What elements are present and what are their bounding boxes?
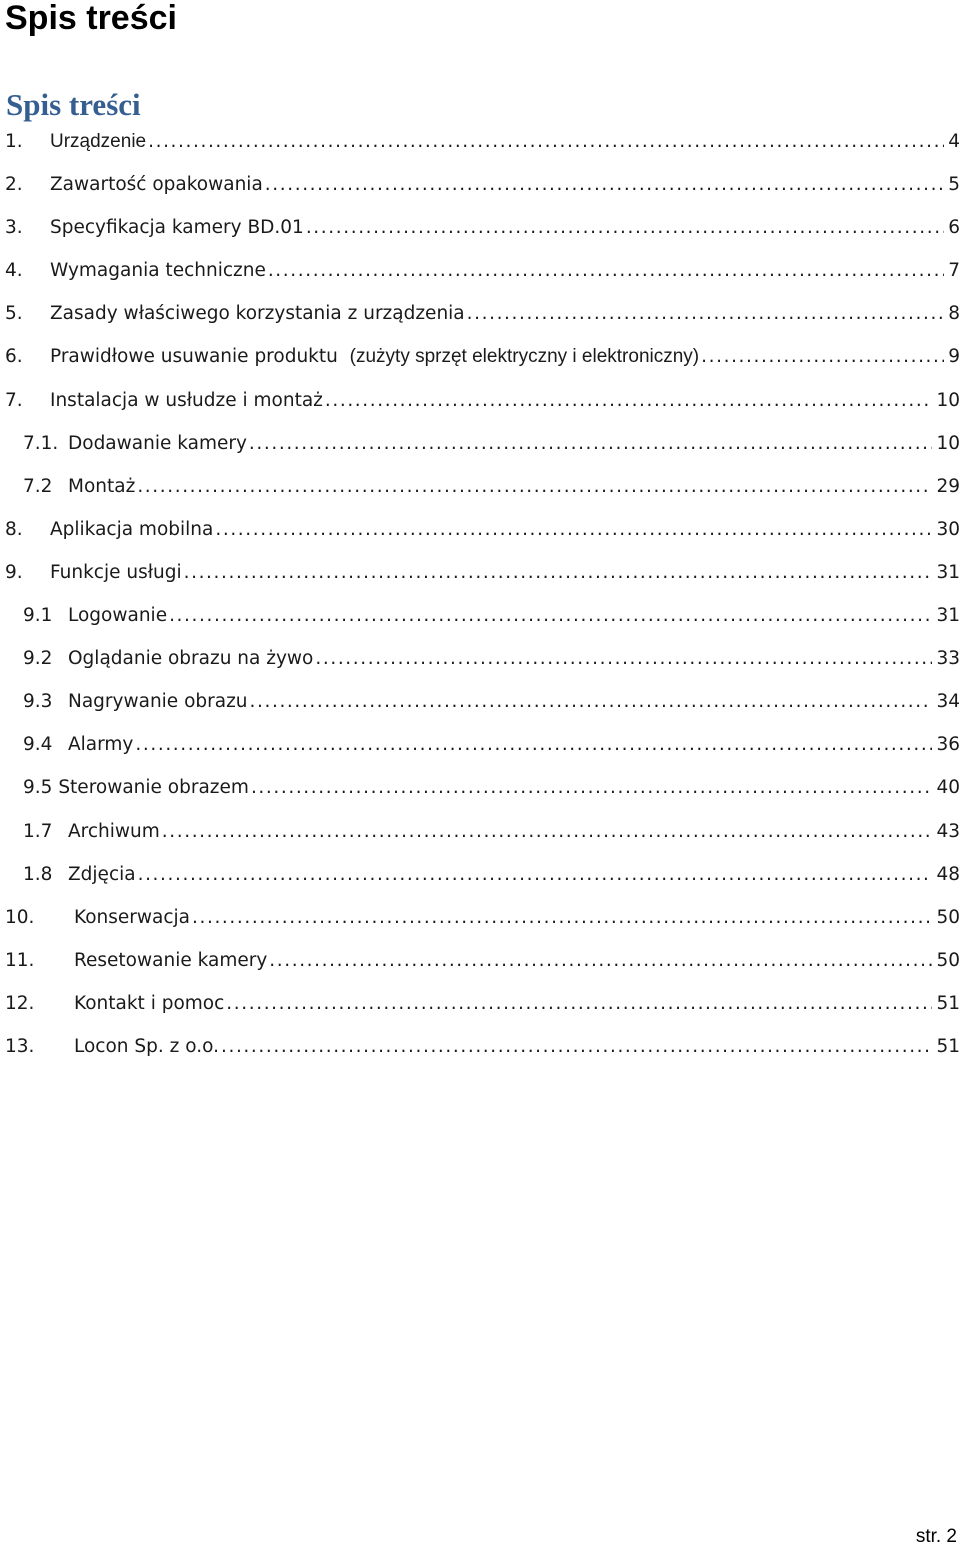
toc-entry-3[interactable] xyxy=(5,206,960,249)
toc-entry-label: Zawartość opakowania xyxy=(50,174,263,196)
toc-entry-number: 11. xyxy=(5,949,35,971)
toc-entry-page: 4 xyxy=(948,131,960,152)
toc-entry-label xyxy=(50,335,699,378)
toc-entry-label xyxy=(50,120,146,163)
toc-entry-page: 50 xyxy=(936,906,960,928)
toc-entry-9-1[interactable] xyxy=(5,594,960,637)
toc-entry-12[interactable] xyxy=(5,982,960,1025)
toc-entry-number: 7.2 xyxy=(23,475,53,497)
toc-entry-label: Aplikacja mobilna xyxy=(50,518,214,540)
toc-entry-page: 10 xyxy=(936,432,960,454)
toc-entry-page: 33 xyxy=(936,648,960,670)
toc-entry-label xyxy=(52,766,249,809)
toc-entry-number: 9.2 xyxy=(23,648,53,670)
toc-entry-number: 9. xyxy=(5,561,23,583)
toc-entry-9-5[interactable] xyxy=(5,766,960,809)
toc-entry-label: Montaż xyxy=(68,475,136,497)
toc-leader-dots xyxy=(137,465,932,508)
toc-entry-9-4[interactable] xyxy=(5,723,960,766)
toc-entry-page: 51 xyxy=(936,1035,960,1057)
toc-entry-number: 13. xyxy=(5,1035,35,1057)
toc-leader-dots xyxy=(701,335,944,378)
toc-entry-page: 36 xyxy=(936,734,960,756)
toc-entry-1[interactable] xyxy=(5,120,960,163)
toc-entry-label: Archiwum xyxy=(68,820,160,842)
toc-entry-9-2[interactable] xyxy=(5,637,960,680)
toc-leader-dots xyxy=(265,163,944,206)
toc-entry-number: 2. xyxy=(5,174,23,196)
toc-entry-label: Dodawanie kamery xyxy=(68,432,247,454)
toc-entry-label-extra: (zużyty sprzęt elektryczny i elektroniczny) xyxy=(349,346,700,368)
toc-entry-page: 6 xyxy=(948,217,960,239)
toc-entry-label-text: Urządzenie xyxy=(50,131,147,152)
toc-entry-label: Alarmy xyxy=(68,734,134,756)
toc-entry-number: 4. xyxy=(5,260,23,282)
toc-entry-label: Konserwacja xyxy=(74,906,190,928)
toc-entry-7-1[interactable] xyxy=(5,422,960,465)
toc-entry-number: 9.3 xyxy=(23,691,53,713)
toc-leader-dots xyxy=(135,723,932,766)
toc-entry-page: 7 xyxy=(948,260,960,282)
toc-entry-6[interactable] xyxy=(5,335,960,378)
toc-entry-page: 40 xyxy=(936,777,960,799)
toc-entry-number: 9.1 xyxy=(23,605,53,627)
toc-entry-11[interactable] xyxy=(5,939,960,982)
toc-entry-4[interactable] xyxy=(5,249,960,292)
toc-entry-number: 8. xyxy=(5,518,23,540)
table-of-contents xyxy=(5,120,960,1068)
toc-leader-dots xyxy=(221,1025,932,1068)
toc-entry-page: 9 xyxy=(948,346,960,368)
toc-entry-page: 31 xyxy=(936,561,960,583)
toc-entry-page: 51 xyxy=(936,992,960,1014)
footer-page-number: str. 2 xyxy=(915,1526,957,1547)
toc-entry-number: 12. xyxy=(5,992,35,1014)
toc-entry-number: 7. xyxy=(5,389,23,411)
toc-leader-dots xyxy=(268,249,944,292)
toc-entry-number: 1.7 xyxy=(23,820,53,842)
toc-entry-page: 34 xyxy=(936,691,960,713)
toc-leader-dots xyxy=(226,982,932,1025)
toc-entry-label: Specyfikacja kamery BD.01 xyxy=(50,217,304,239)
toc-entry-number: 9.4 xyxy=(23,734,53,756)
toc-entry-number: 1.8 xyxy=(23,863,53,885)
toc-entry-label: Zdjęcia xyxy=(68,863,136,885)
toc-leader-dots xyxy=(162,810,933,853)
toc-entry-label: Logowanie xyxy=(68,605,168,627)
page-heading: Spis treści xyxy=(5,0,177,37)
toc-entry-label: Oglądanie obrazu na żywo xyxy=(68,648,314,670)
toc-entry-number: 5. xyxy=(5,303,23,325)
toc-entry-label: Zasady właściwego korzystania z urządzenia xyxy=(50,303,465,325)
toc-leader-dots xyxy=(138,853,933,896)
toc-leader-dots xyxy=(325,379,933,422)
toc-leader-dots xyxy=(315,637,932,680)
toc-entry-label: Funkcje usługi xyxy=(50,561,182,583)
toc-entry-label: Kontakt i pomoc xyxy=(74,992,225,1014)
toc-entry-number: 10. xyxy=(5,906,35,928)
toc-title: Spis treści xyxy=(6,87,141,122)
toc-leader-dots xyxy=(269,939,932,982)
toc-entry-page: 29 xyxy=(936,475,960,497)
toc-leader-dots xyxy=(169,594,932,637)
toc-entry-8[interactable] xyxy=(5,508,960,551)
toc-entry-label-text: Prawidłowe usuwanie produktu xyxy=(50,346,338,368)
toc-entry-page: 48 xyxy=(936,863,960,885)
toc-entry-9-3[interactable] xyxy=(5,680,960,723)
toc-entry-page: 8 xyxy=(948,303,960,325)
toc-entry-number: 7.1. xyxy=(23,432,59,454)
toc-entry-9[interactable] xyxy=(5,551,960,594)
toc-leader-dots xyxy=(250,680,933,723)
toc-entry-10[interactable] xyxy=(5,896,960,939)
toc-entry-7[interactable] xyxy=(5,379,960,422)
toc-entry-1-8[interactable] xyxy=(5,853,960,896)
toc-entry-label: Nagrywanie obrazu xyxy=(68,691,248,713)
toc-leader-dots xyxy=(215,508,932,551)
toc-leader-dots xyxy=(249,422,933,465)
toc-entry-label: Instalacja w usłudze i montaż xyxy=(50,389,323,411)
toc-entry-number: 9.5 xyxy=(23,777,53,799)
toc-entry-2[interactable] xyxy=(5,163,960,206)
toc-entry-label: Resetowanie kamery xyxy=(74,949,268,971)
toc-leader-dots xyxy=(192,896,932,939)
toc-entry-number: 6. xyxy=(5,346,23,368)
toc-entry-page: 50 xyxy=(936,949,960,971)
toc-entry-page: 5 xyxy=(948,174,960,196)
toc-entry-page: 30 xyxy=(936,518,960,540)
toc-entry-page: 31 xyxy=(936,605,960,627)
toc-entry-13[interactable] xyxy=(5,1025,960,1068)
toc-entry-5[interactable] xyxy=(5,292,960,335)
toc-entry-page: 43 xyxy=(936,820,960,842)
toc-leader-dots xyxy=(467,292,945,335)
toc-leader-dots xyxy=(251,766,933,809)
toc-entry-label: Locon Sp. z o.o. xyxy=(74,1035,219,1057)
toc-entry-1-7[interactable] xyxy=(5,810,960,853)
toc-entry-page: 10 xyxy=(936,389,960,411)
toc-entry-number: 3. xyxy=(5,217,23,239)
toc-entry-number: 1. xyxy=(5,131,23,152)
toc-leader-dots xyxy=(306,206,944,249)
toc-entry-7-2[interactable] xyxy=(5,465,960,508)
toc-leader-dots xyxy=(148,120,944,163)
toc-leader-dots xyxy=(184,551,933,594)
toc-entry-label: Wymagania techniczne xyxy=(50,260,266,282)
toc-entry-label-text: Sterowanie obrazem xyxy=(58,777,249,799)
